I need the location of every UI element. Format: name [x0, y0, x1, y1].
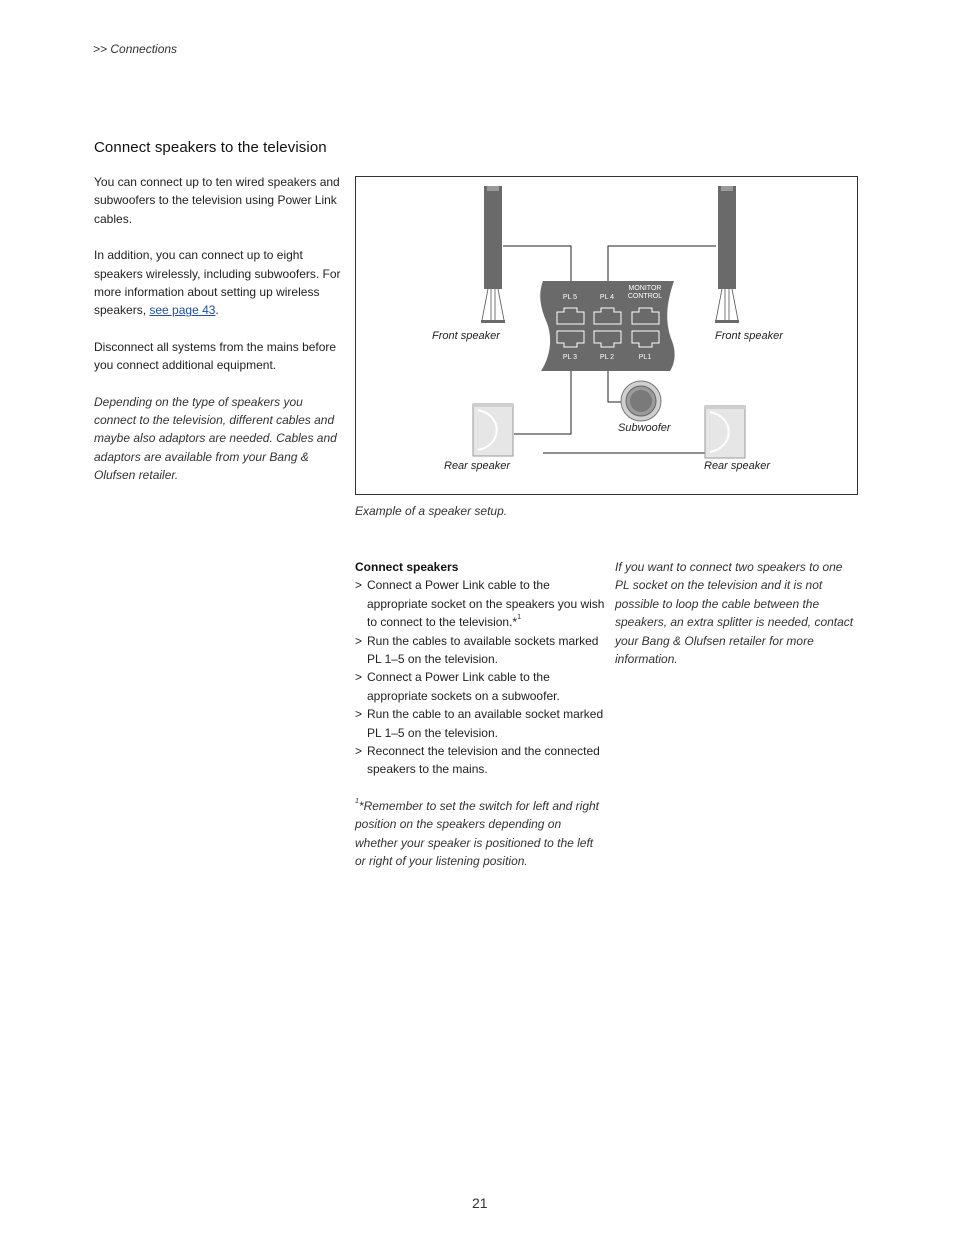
- side-note: If you want to connect two speakers to one PL socket on the television and it is not possible to loop the cable between the speakers, an extra splitter is needed, contact your Bang & Olufsen retailer for more information.: [615, 560, 854, 667]
- see-page-link[interactable]: see page 43: [149, 303, 216, 318]
- front-right-speaker-top: [721, 186, 733, 191]
- footnote-text: *Remember to set the switch for left and right position on the speakers depending on whether your speaker is positioned to the left or right of your listening position.: [355, 798, 600, 869]
- label-rear-left: Rear speaker: [444, 460, 511, 472]
- front-right-speaker-stand: [716, 289, 738, 320]
- intro-note: Depending on the type of speakers you connect to the television, different cables and maybe also adaptors are needed. Cables and adaptors are available from your Bang & Olufsen retailer.: [94, 394, 337, 483]
- socket-label-pl4: PL 4: [599, 294, 615, 301]
- intro-paragraph-2-end: .: [215, 303, 219, 318]
- monitor-label-line1: MONITOR: [628, 285, 662, 292]
- step-text: Run the cables to available sockets marked PL 1–5 on the television.: [367, 633, 599, 667]
- front-left-speaker-top: [487, 186, 499, 191]
- footnote-marker: 1: [355, 797, 359, 805]
- tv-connection-panel: [540, 281, 674, 371]
- front-left-speaker-body: [484, 186, 502, 289]
- rear-right-speaker-body: [705, 406, 745, 458]
- subwoofer: [621, 381, 661, 421]
- label-front-left: Front speaker: [432, 330, 500, 342]
- page-title: Connect speakers to the television: [94, 139, 327, 156]
- step-text: Connect a Power Link cable to the appropriate sockets on a subwoofer.: [367, 670, 560, 703]
- socket-label-pl1: PL1: [638, 354, 652, 361]
- step-arrow: >: [355, 744, 363, 759]
- front-left-speaker: [481, 186, 505, 323]
- rear-right-speaker-top: [705, 406, 745, 409]
- step-arrow: >: [355, 578, 363, 593]
- intro-column: [94, 173, 344, 503]
- rear-left-speaker: [473, 404, 513, 456]
- label-rear-right: Rear speaker: [704, 460, 771, 472]
- subwoofer-cone: [630, 390, 652, 412]
- socket-label-pl2: PL 2: [599, 354, 615, 361]
- page-number: 21: [472, 1195, 488, 1211]
- steps-column: [355, 558, 605, 883]
- step-arrow: >: [355, 670, 363, 685]
- label-subwoofer: Subwoofer: [618, 422, 671, 434]
- front-left-speaker-stand: [482, 289, 504, 320]
- front-right-speaker: [715, 186, 739, 323]
- step-item: [355, 668, 605, 705]
- footnote: [355, 797, 605, 871]
- socket-label-pl5: PL 5: [562, 294, 578, 301]
- rear-left-speaker-top: [473, 404, 513, 407]
- monitor-label-line2: CONTROL: [627, 293, 663, 300]
- label-front-right: Front speaker: [715, 330, 783, 342]
- breadcrumb: >> Connections: [93, 42, 178, 56]
- socket-label-pl3: PL 3: [562, 354, 578, 361]
- footnote-ref: 1: [517, 614, 521, 622]
- intro-paragraph-3: Disconnect all systems from the mains before you connect additional equipment.: [94, 339, 337, 373]
- cable-front-right: [608, 246, 716, 281]
- step-item: [355, 705, 605, 742]
- step-item: [355, 742, 605, 779]
- step-item: [355, 576, 605, 631]
- diagram-svg: [356, 177, 859, 496]
- intro-paragraph-2: [94, 246, 344, 320]
- front-right-speaker-body: [718, 186, 736, 289]
- figure-caption: Example of a speaker setup.: [355, 504, 508, 518]
- cable-rear-left: [514, 363, 571, 434]
- steps-list: [355, 576, 605, 778]
- front-left-speaker-base: [481, 320, 505, 323]
- step-arrow: >: [355, 633, 363, 648]
- cable-front-left: [503, 246, 571, 281]
- rear-left-speaker-body: [473, 404, 513, 456]
- front-right-speaker-base: [715, 320, 739, 323]
- step-text: Connect a Power Link cable to the appropriate socket on the speakers you wish to connect to the television.*: [367, 578, 605, 630]
- step-text: Reconnect the television and the connected speakers to the mains.: [367, 744, 600, 777]
- step-item: [355, 632, 605, 669]
- steps-heading: Connect speakers: [355, 560, 459, 574]
- intro-paragraph-2-text: In addition, you can connect up to eight speakers wirelessly, including subwoofers. For more information about setting up wireless speakers,: [94, 248, 341, 318]
- step-arrow: >: [355, 707, 363, 722]
- step-text: Run the cable to an available socket marked PL 1–5 on the television.: [367, 707, 604, 740]
- speaker-setup-diagram: [355, 176, 858, 495]
- rear-right-speaker: [705, 406, 745, 458]
- intro-paragraph-1: You can connect up to ten wired speakers and subwoofers to the television using Power Link cables.: [94, 175, 340, 226]
